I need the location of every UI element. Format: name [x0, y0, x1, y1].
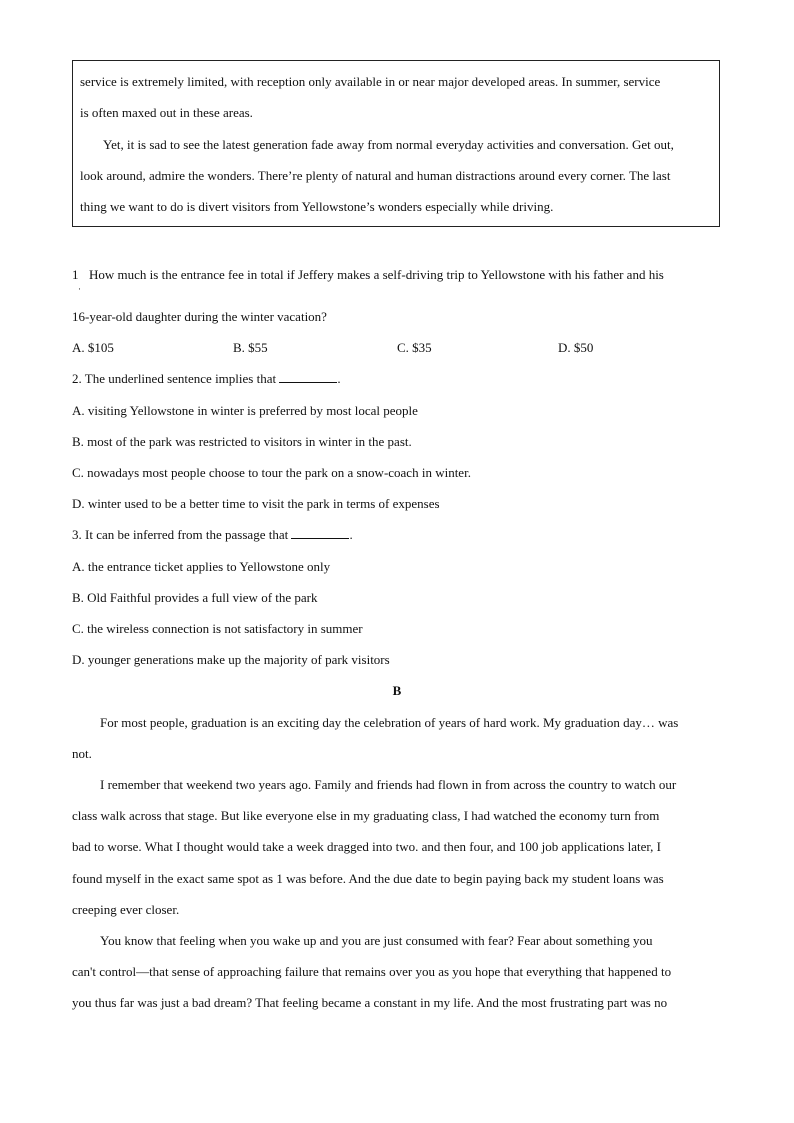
passage-b-line: not. [72, 746, 92, 761]
question-1-stem: How much is the entrance fee in total if Jeffery makes a self-driving trip to Yellowstone with his father and his [89, 267, 664, 282]
question-2-option-d[interactable]: D. winter used to be a better time to visit the park in terms of expenses [72, 496, 440, 511]
passage-b-line: bad to worse. What I thought would take a week dragged into two. and then four, and 100 job applications later, I [72, 839, 661, 854]
question-2-stem-end: . [337, 371, 341, 386]
answer-blank [279, 371, 337, 383]
question-1-option-b[interactable]: B. $55 [233, 340, 268, 355]
question-1-number-mark: · [78, 284, 81, 294]
question-3-stem-text: 3. It can be inferred from the passage that [72, 527, 289, 542]
question-1-option-a[interactable]: A. $105 [72, 340, 114, 355]
passage-line: service is extremely limited, with reception only available in or near major developed areas. In summer, service [80, 74, 661, 89]
question-3-option-b[interactable]: B. Old Faithful provides a full view of the park [72, 590, 318, 605]
question-2-option-c[interactable]: C. nowadays most people choose to tour the park on a snow-coach in winter. [72, 465, 471, 480]
question-3-option-d[interactable]: D. younger generations make up the majority of park visitors [72, 652, 390, 667]
question-3-option-a[interactable]: A. the entrance ticket applies to Yellowstone only [72, 559, 331, 574]
passage-b-line: I remember that weekend two years ago. Family and friends had flown in from across the country to watch our [100, 777, 677, 792]
question-3-stem-end: . [349, 527, 353, 542]
passage-b-line: you thus far was just a bad dream? That feeling became a constant in my life. And the most frustrating part was no [72, 995, 668, 1010]
question-3-stem [72, 527, 353, 543]
passage-line: is often maxed out in these areas. [80, 105, 253, 120]
passage-line: look around, admire the wonders. There’re plenty of natural and human distractions around every corner. The last [80, 168, 671, 183]
passage-b-line: class walk across that stage. But like everyone else in my graduating class, I had watched the economy turn from [72, 808, 660, 823]
section-heading: B [392, 683, 402, 698]
passage-line: thing we want to do is divert visitors from Yellowstone’s wonders especially while driving. [80, 199, 554, 214]
question-2-option-a[interactable]: A. visiting Yellowstone in winter is preferred by most local people [72, 403, 418, 418]
question-3-option-c[interactable]: C. the wireless connection is not satisfactory in summer [72, 621, 363, 636]
answer-blank [291, 527, 349, 539]
passage-b-line: found myself in the exact same spot as 1 was before. And the due date to begin paying back my student loans was [72, 871, 664, 886]
question-2-option-b[interactable]: B. most of the park was restricted to visitors in winter in the past. [72, 434, 412, 449]
passage-line: Yet, it is sad to see the latest generation fade away from normal everyday activities and conversation. Get out, [103, 137, 674, 152]
passage-b-line: creeping ever closer. [72, 902, 180, 917]
question-1-option-c[interactable]: C. $35 [397, 340, 432, 355]
question-2-stem-text: 2. The underlined sentence implies that [72, 371, 277, 386]
question-1-stem-continued: 16-year-old daughter during the winter vacation? [72, 309, 327, 324]
passage-b-line: You know that feeling when you wake up and you are just consumed with fear? Fear about something you [100, 933, 653, 948]
passage-b-line: can't control—that sense of approaching failure that remains over you as you hope that everything that happened to [72, 964, 672, 979]
question-1-option-d[interactable]: D. $50 [558, 340, 594, 355]
passage-b-line: For most people, graduation is an exciting day the celebration of years of hard work. My graduation day… was [100, 715, 679, 730]
question-1-number: 1 [72, 267, 79, 282]
question-2-stem [72, 371, 341, 387]
